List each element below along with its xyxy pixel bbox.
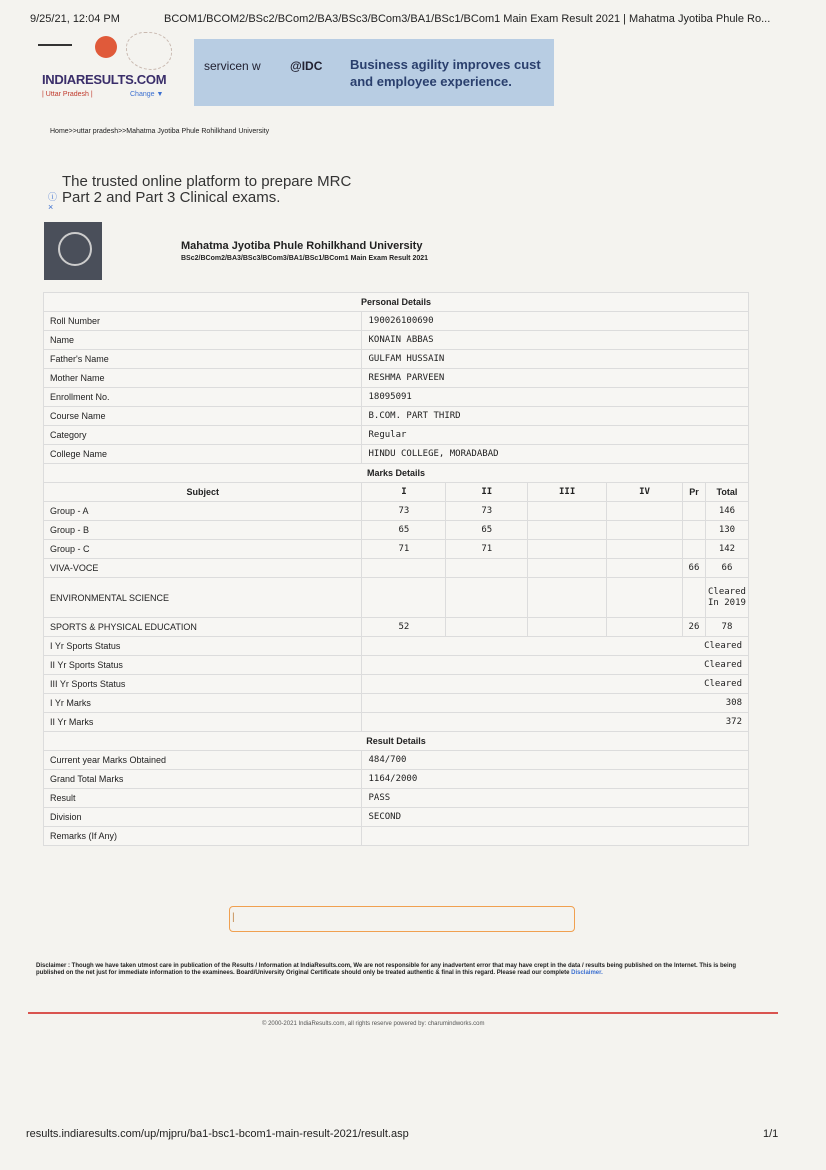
ad-line-1: Business agility improves cust <box>350 57 541 72</box>
banner-ad[interactable] <box>194 39 554 106</box>
ad-line-2: and employee experience. <box>350 74 512 89</box>
print-page-number: 1/1 <box>763 1128 779 1140</box>
result-row: Division SECOND <box>44 808 749 827</box>
personal-row: Course Name B.COM. PART THIRD <box>44 407 749 426</box>
exam-title: BSc2/BCom2/BA3/BSc3/BCom3/BA1/BSc1/BCom1 Main Exam Result 2021 <box>181 255 429 262</box>
personal-row: Mother Name RESHMA PARVEEN <box>44 369 749 388</box>
disclaimer <box>36 963 756 977</box>
disclaimer-text: Disclaimer : Though we have taken utmost care in publication of the Results / Information at IndiaResults.com, We are not responsible for any inadvertent error that may have crept in the data / results being published on the Internet. This is being published on the net just for immediate information to the examinees. Board/University Original Certificate should only be treated authentic & final in this regard. Please read our complete <box>36 963 737 976</box>
ad-info-icon[interactable]: ⓘ <box>48 192 58 202</box>
personal-row: Roll Number 190026100690 <box>44 312 749 331</box>
marks-row: Group - A 73 73 146 <box>44 502 749 521</box>
ad-partner: @IDC <box>290 59 323 73</box>
disclaimer-link[interactable]: Disclaimer. <box>571 970 603 976</box>
text-ad[interactable] <box>62 174 351 206</box>
site-logo[interactable] <box>38 32 188 112</box>
result-row: Result PASS <box>44 789 749 808</box>
logo-circle-icon <box>95 36 117 58</box>
print-url: results.indiaresults.com/up/mjpru/ba1-bsc1-bcom1-main-result-2021/result.asp <box>26 1128 409 1140</box>
logo-text: INDIARESULTS.COM <box>42 72 167 87</box>
breadcrumb[interactable]: Home>>uttar pradesh>>Mahatma Jyotiba Phule Rohilkhand University <box>50 128 270 135</box>
marks-header-row: Subject I II III IV Pr Total <box>44 483 749 502</box>
change-state-link[interactable]: Change ▼ <box>130 91 164 98</box>
copyright: © 2000-2021 IndiaResults.com, all rights reserve powered by: charumindworks.com <box>262 1021 485 1027</box>
india-map-icon <box>126 32 172 70</box>
status-row: III Yr Sports Status Cleared <box>44 675 749 694</box>
ad-marker-icon: ▏ <box>233 913 240 922</box>
marks-row: ENVIRONMENTAL SCIENCE Cleared In 2019 <box>44 578 749 618</box>
result-table <box>43 292 749 846</box>
ad-choices[interactable] <box>48 192 57 212</box>
status-row: II Yr Marks 372 <box>44 713 749 732</box>
marks-details-heading: Marks Details <box>44 464 749 483</box>
footer-divider <box>28 1012 778 1014</box>
result-details-heading: Result Details <box>44 732 749 751</box>
marks-row: Group - C 71 71 142 <box>44 540 749 559</box>
university-name: Mahatma Jyotiba Phule Rohilkhand University <box>181 240 423 252</box>
status-row: II Yr Sports Status Cleared <box>44 656 749 675</box>
university-logo <box>44 222 102 280</box>
status-row: I Yr Marks 308 <box>44 694 749 713</box>
personal-row: Enrollment No. 18095091 <box>44 388 749 407</box>
personal-details-heading: Personal Details <box>44 293 749 312</box>
marks-row: SPORTS & PHYSICAL EDUCATION 52 26 78 <box>44 618 749 637</box>
state-label: | Uttar Pradesh | <box>42 91 93 98</box>
ad-brand: servicen w <box>204 59 261 73</box>
personal-row: Category Regular <box>44 426 749 445</box>
personal-row: Father's Name GULFAM HUSSAIN <box>44 350 749 369</box>
marks-row: Group - B 65 65 130 <box>44 521 749 540</box>
text-ad-line-1: The trusted online platform to prepare MRC <box>62 173 352 190</box>
ad-placeholder[interactable] <box>229 906 575 932</box>
print-date: 9/25/21, 12:04 PM <box>30 13 120 25</box>
result-row: Remarks (If Any) <box>44 827 749 846</box>
result-row: Current year Marks Obtained 484/700 <box>44 751 749 770</box>
personal-row: College Name HINDU COLLEGE, MORADABAD <box>44 445 749 464</box>
print-page-title: BCOM1/BCOM2/BSc2/BCom2/BA3/BSc3/BCom3/BA1/BSc1/BCom1 Main Exam Result 2021 | Mahatma Jyotiba Phule Ro... <box>164 13 771 25</box>
text-ad-line-2: Part 2 and Part 3 Clinical exams. <box>62 189 281 206</box>
marks-row: VIVA-VOCE 66 66 <box>44 559 749 578</box>
personal-row: Name KONAIN ABBAS <box>44 331 749 350</box>
ad-close-icon[interactable]: × <box>48 202 54 212</box>
result-row: Grand Total Marks 1164/2000 <box>44 770 749 789</box>
logo-dash <box>38 44 72 46</box>
status-row: I Yr Sports Status Cleared <box>44 637 749 656</box>
university-emblem-icon <box>58 232 92 266</box>
